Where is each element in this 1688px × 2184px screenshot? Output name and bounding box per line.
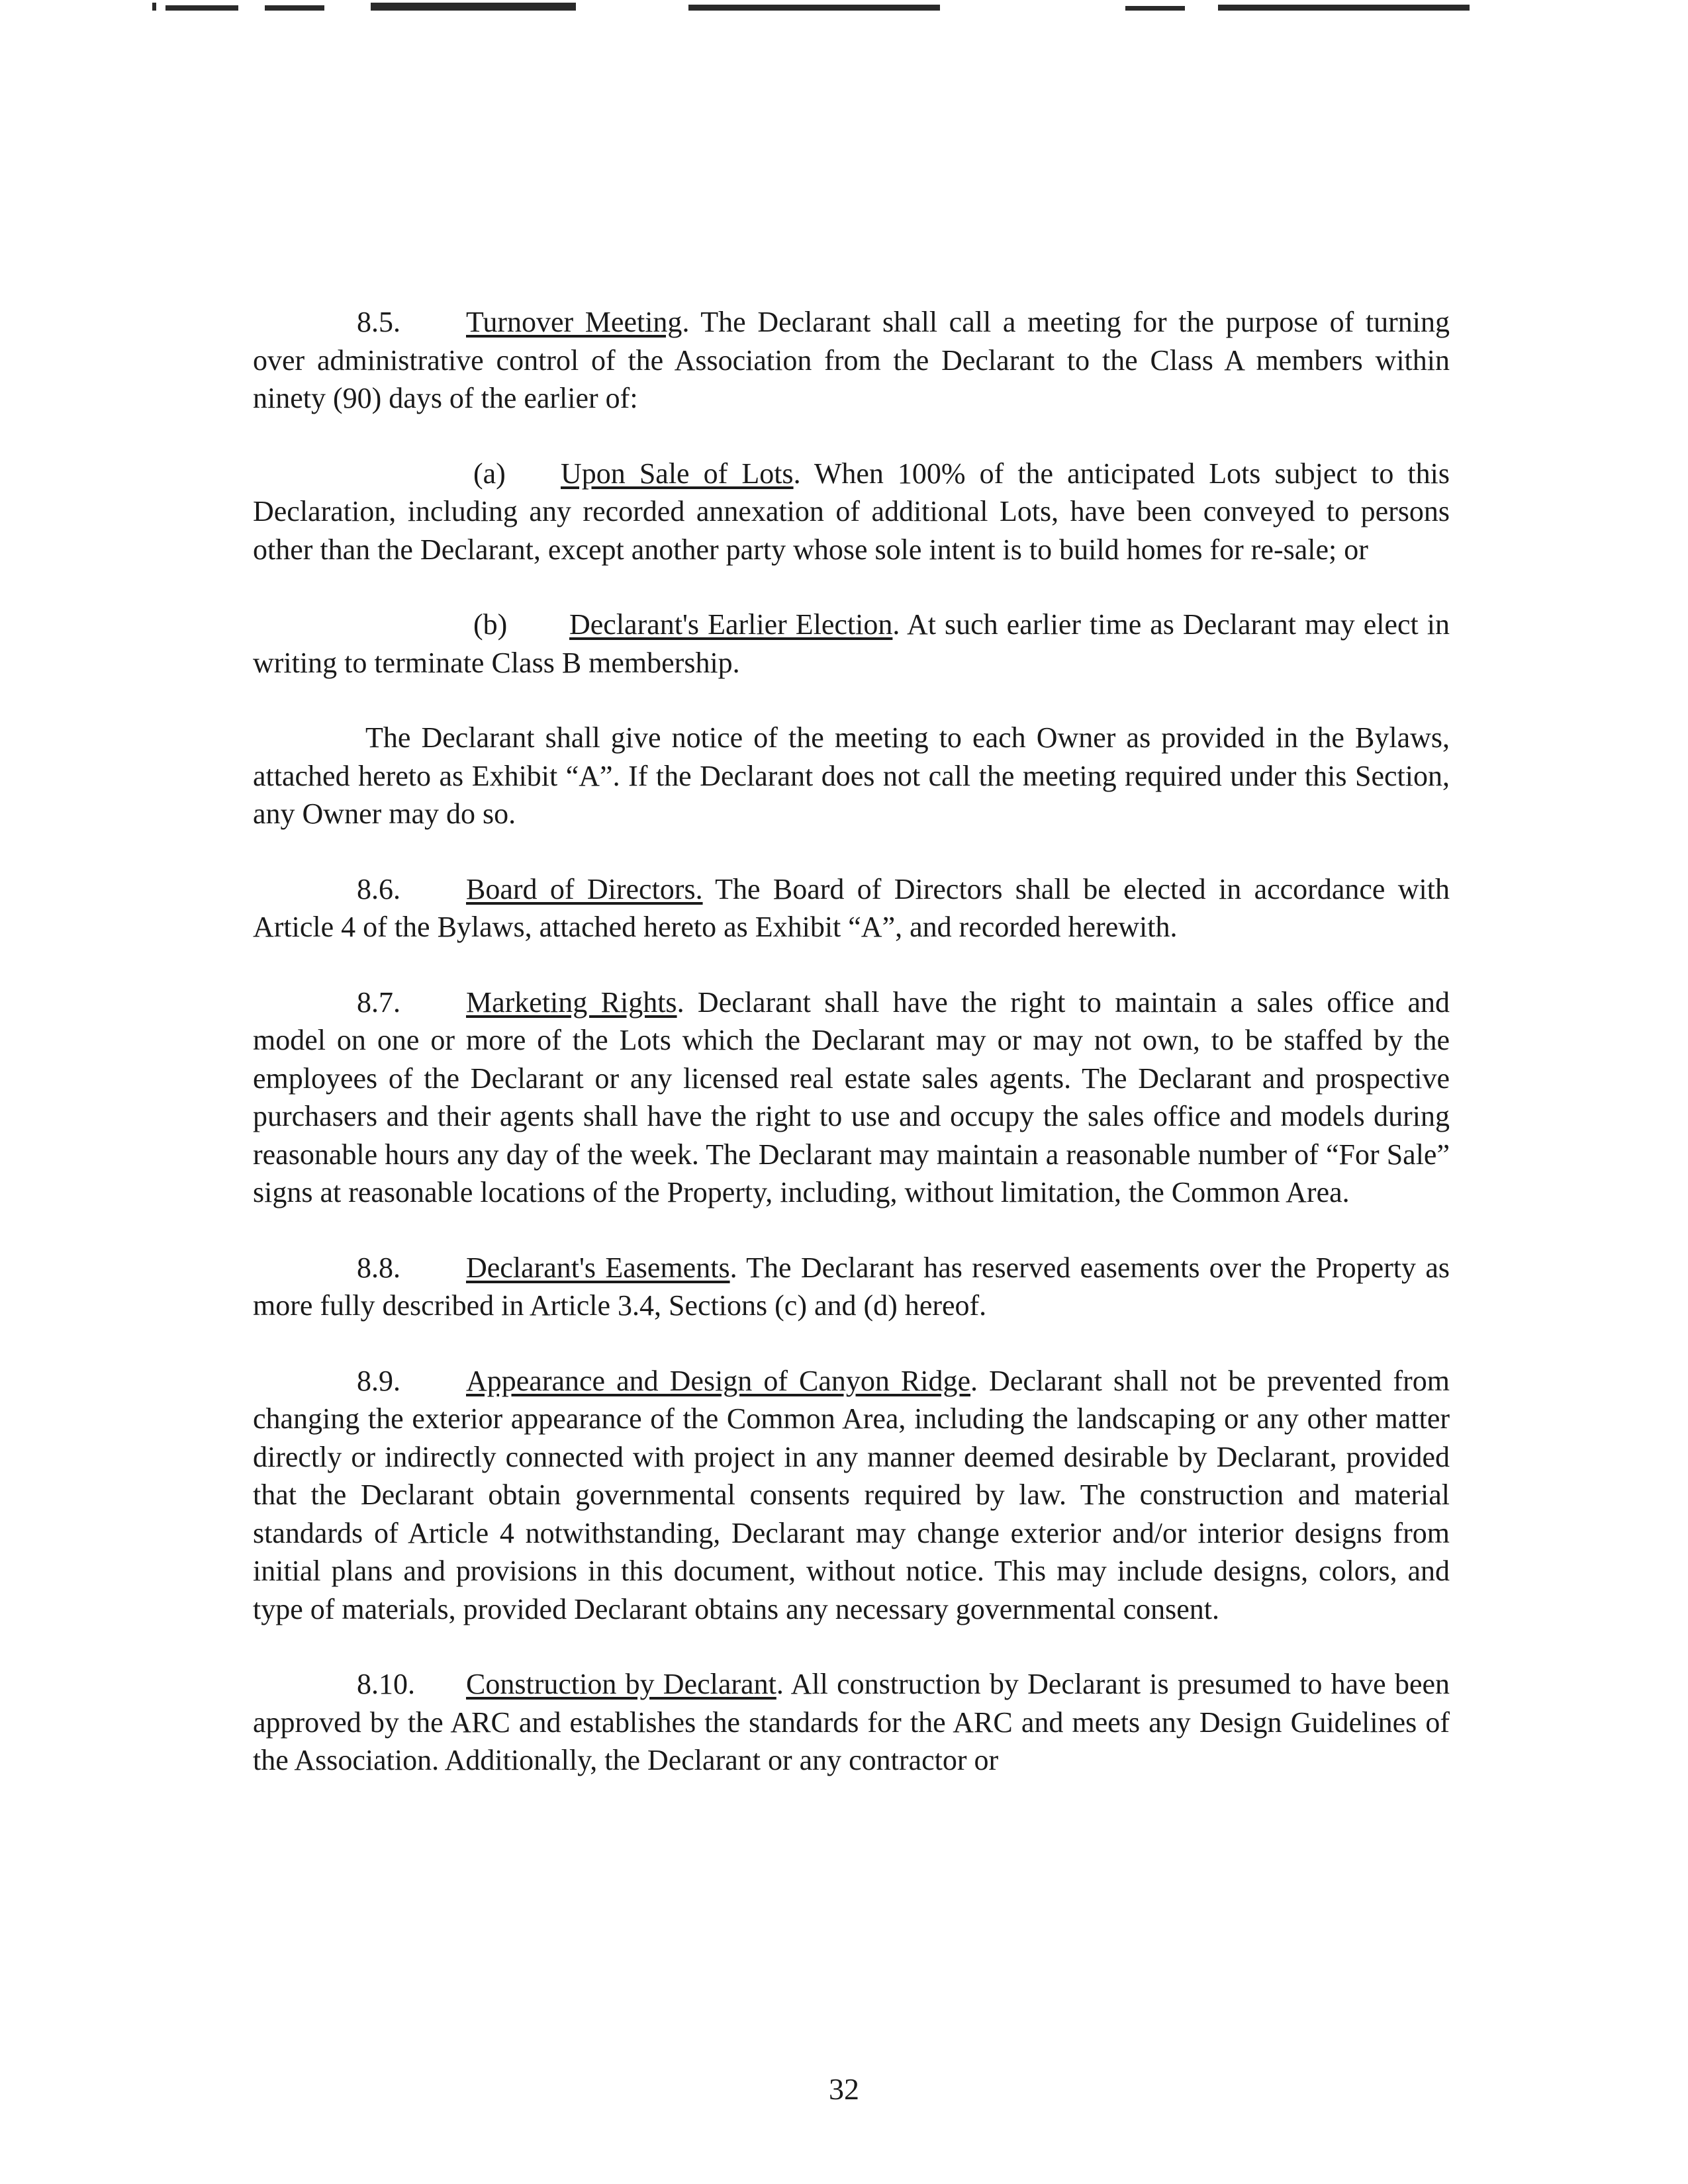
section-8-5	[253, 303, 1450, 418]
document-page	[253, 303, 1450, 1780]
section-8-6	[253, 870, 1450, 946]
section-heading: Appearance and Design of Canyon Ridge	[466, 1364, 971, 1397]
section-heading: Turnover Meeting	[466, 306, 682, 338]
subsection-text: . At such earlier time as Declarant may elect in writing to terminate Class B membership.	[253, 608, 1450, 679]
subsection-heading: Declarant's Earlier Election	[569, 608, 893, 641]
section-text: . The Declarant shall call a meeting for the purpose of turning over administrative control of the Association from the Declarant to the Class A members within ninety (90) days of the earlier of:	[253, 306, 1450, 414]
section-8-5-a	[253, 455, 1450, 569]
subsection-number: (a)	[473, 457, 506, 490]
section-heading: Declarant's Easements	[466, 1251, 730, 1284]
section-text: . Declarant shall not be prevented from changing the exterior appearance of the Common Area, including the landscaping or any other matter directly or indirectly connected with project in any manner deemed desirable by Declarant, provided that the Declarant obtain governmental consents required by law. The construction and material standards of Article 4 notwithstanding, Declarant may change exterior and/or interior designs from initial plans and provisions in this document, without notice. This may include designs, colors, and type of materials, provided Declarant obtains any necessary governmental consent.	[253, 1364, 1450, 1625]
subsection-text: . When 100% of the anticipated Lots subject to this Declaration, including any recorded annexation of additional Lots, have been conveyed to persons other than the Declarant, except another party whose sole intent is to build homes for re-sale; or	[253, 457, 1450, 566]
section-heading: Board of Directors.	[466, 872, 703, 905]
scan-artifact-strip	[0, 0, 1688, 15]
section-heading: Marketing Rights	[466, 985, 677, 1019]
section-number: 8.5.	[357, 306, 400, 338]
section-number: 8.10.	[357, 1668, 415, 1700]
notice-text: The Declarant shall give notice of the meeting to each Owner as provided in the Bylaws, attached hereto as Exhibit “A”. If the Declarant does not call the meeting required under this Section, any Owner may do so.	[253, 721, 1450, 830]
section-text: The Board of Directors shall be elected in accordance with Article 4 of the Bylaws, attached hereto as Exhibit “A”, and recorded herewith.	[253, 872, 1450, 943]
section-number: 8.6.	[357, 872, 400, 905]
subsection-heading: Upon Sale of Lots	[561, 457, 794, 490]
section-text: . All construction by Declarant is presumed to have been approved by the ARC and establishes the standards for the ARC and meets any Design Guidelines of the Association. Additionally, the Declarant or any contractor or	[253, 1668, 1450, 1776]
section-heading: Construction by Declarant	[466, 1668, 776, 1700]
section-8-5-b	[253, 606, 1450, 682]
section-8-10	[253, 1665, 1450, 1780]
section-number: 8.8.	[357, 1251, 400, 1284]
section-8-7	[253, 983, 1450, 1212]
section-number: 8.9.	[357, 1364, 400, 1397]
page-number: 32	[829, 2072, 859, 2106]
section-8-8	[253, 1249, 1450, 1325]
subsection-number: (b)	[473, 608, 508, 641]
section-text: . The Declarant has reserved easements over the Property as more fully described in Article 3.4, Sections (c) and (d) hereof.	[253, 1251, 1450, 1322]
section-text: . Declarant shall have the right to maintain a sales office and model on one or more of the Lots which the Declarant may or may not own, to be staffed by the employees of the Declarant or any licensed real estate sales agents. The Declarant and prospective purchasers and their agents shall have the right to use and occupy the sales office and models during reasonable hours any day of the week. The Declarant may maintain a reasonable number of “For Sale” signs at reasonable locations of the Property, including, without limitation, the Common Area.	[253, 985, 1450, 1208]
section-8-5-notice	[253, 719, 1450, 833]
section-8-9	[253, 1362, 1450, 1629]
section-number: 8.7.	[357, 985, 400, 1019]
